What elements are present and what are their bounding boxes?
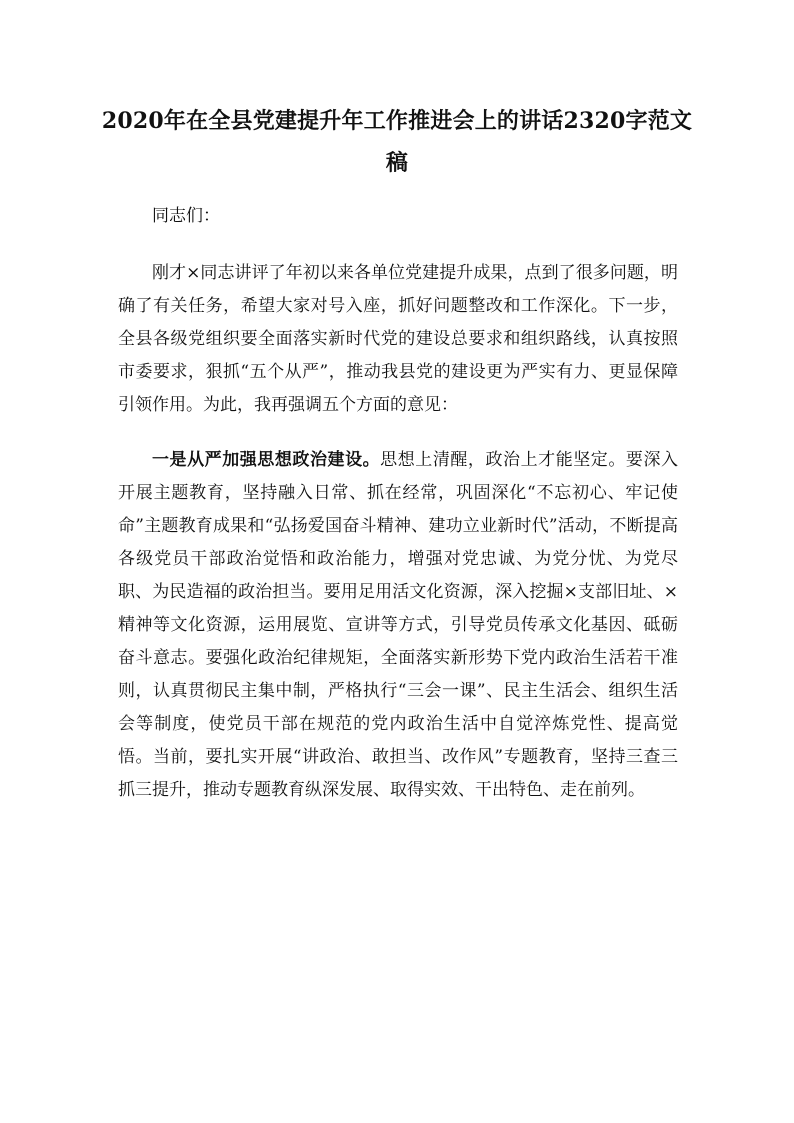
- document-title: 2020年在全县党建提升年工作推进会上的讲话2320字范文稿: [101, 108, 693, 176]
- document-body: [118, 200, 678, 807]
- paragraph-lead: 一是从严加强思想政治建设。: [152, 450, 381, 470]
- paragraph-text: 刚才×同志讲评了年初以来各单位党建提升成果，点到了很多问题，明确了有关任务，希望大家对号入座，抓好问题整改和工作深化。下一步，全县各级党组织要全面落实新时代党的建设总要求和组织路线，认真按照市委要求，狠抓“五个从严”，推动我县党的建设更为严实有力、更显保障引领作用。为此，我再强调五个方面的意见：: [118, 263, 678, 415]
- greeting: 同志们：: [152, 206, 220, 226]
- paragraph-intro: [118, 257, 678, 422]
- paragraph-text: 思想上清醒，政治上才能坚定。要深入开展主题教育，坚持融入日常、抓在经常，巩固深化“不忘初心、牢记使命”主题教育成果和“弘扬爱国奋斗精神、建功立业新时代”活动，不断提高各级党员干部政治觉悟和政治能力，增强对党忠诚、为党分忧、为党尽职、为民造福的政治担当。要用足用活文化资源，深入挖掘×支部旧址、×精神等文化资源，运用展览、宣讲等方式，引导党员传承文化基因、砥砺奋斗意志。要强化政治纪律规矩，全面落实新形势下党内政治生活若干准则，认真贯彻民主集中制，严格执行“三会一课”、民主生活会、组织生活会等制度，使党员干部在规范的党内政治生活中自觉淬炼党性、提高觉悟。当前，要扎实开展“讲政治、敢担当、改作风”专题教育，坚持三查三抓三提升，推动专题教育纵深发展、取得实效、干出特色、走在前列。: [118, 450, 678, 800]
- paragraph-point-one: [118, 444, 678, 807]
